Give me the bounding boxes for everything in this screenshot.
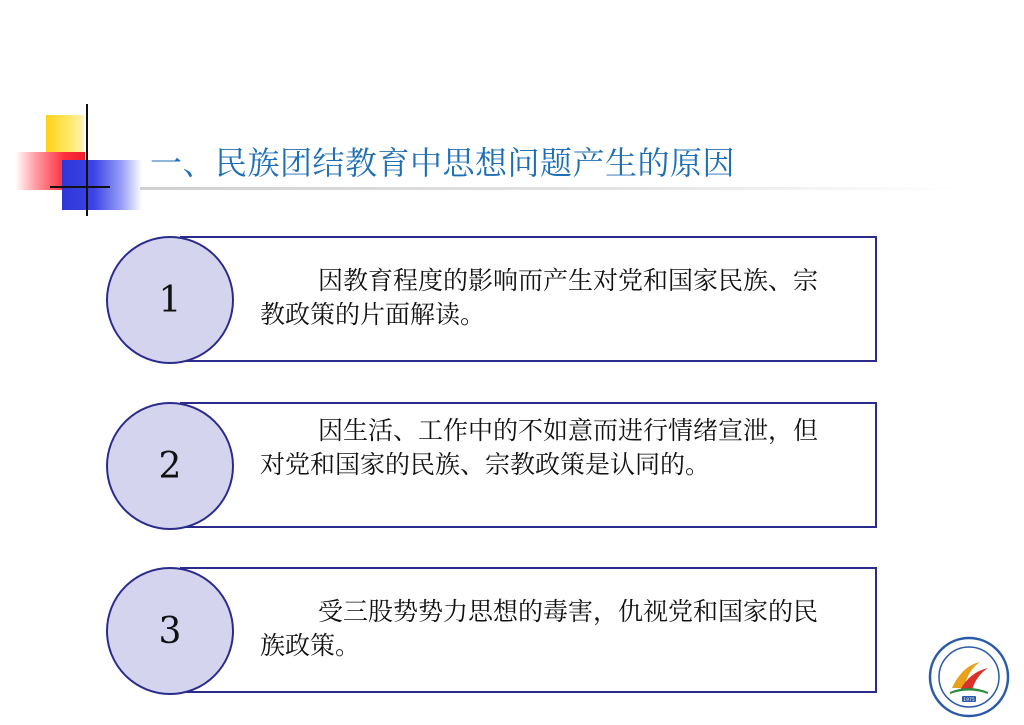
logo-year: 1975 xyxy=(963,698,975,703)
reason-item-3 xyxy=(0,567,1024,697)
slide-title: 一、民族团结教育中思想问题产生的原因 xyxy=(150,144,736,182)
school-logo xyxy=(928,636,1010,718)
reason-item-2 xyxy=(0,402,1024,532)
decor-blue-block xyxy=(62,160,142,210)
number-circle xyxy=(106,236,234,364)
decor-horizontal-line xyxy=(50,186,110,188)
item-number: 2 xyxy=(158,445,182,487)
reason-text: 因教育程度的影响而产生对党和国家民族、宗教政策的片面解读。 xyxy=(260,266,819,329)
reason-text: 因生活、工作中的不如意而进行情绪宣泄，但对党和国家的民族、宗教政策是认同的。 xyxy=(260,416,819,479)
decor-vertical-line xyxy=(86,104,88,216)
item-number: 3 xyxy=(158,610,182,652)
item-number: 1 xyxy=(158,279,182,321)
number-circle xyxy=(106,567,234,695)
title-underline xyxy=(140,187,960,190)
number-circle xyxy=(106,402,234,530)
reason-text: 受三股势势力思想的毒害，仇视党和国家的民族政策。 xyxy=(260,597,819,660)
reason-item-1 xyxy=(0,236,1024,366)
